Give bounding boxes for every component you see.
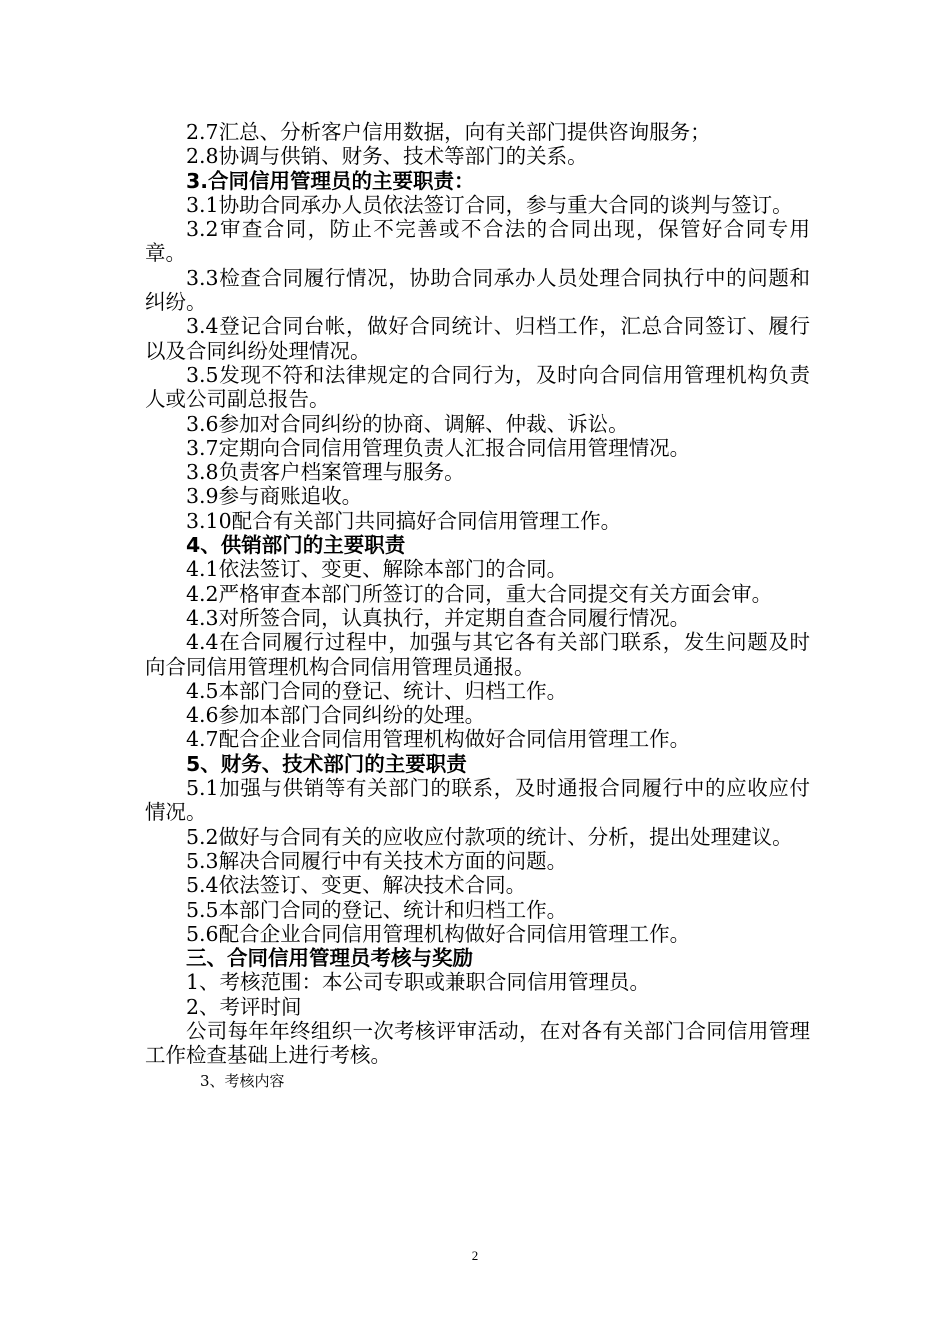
paragraph: 5.1加强与供销等有关部门的联系，及时通报合同履行中的应收应付情况。 (145, 776, 810, 825)
paragraph: 5.4依法签订、变更、解决技术合同。 (186, 873, 527, 898)
paragraph: 4.6参加本部门合同纠纷的处理。 (186, 703, 486, 728)
paragraph: 4.4在合同履行过程中，加强与其它各有关部门联系，发生问题及时向合同信用管理机构合同信用管理员通报。 (145, 630, 810, 679)
paragraph: 5.5本部门合同的登记、统计和归档工作。 (186, 897, 568, 922)
paragraph: 4.1依法签订、变更、解除本部门的合同。 (186, 557, 568, 582)
section-heading: 3.合同信用管理员的主要职责： (186, 168, 475, 193)
paragraph: 5.3解决合同履行中有关技术方面的问题。 (186, 848, 568, 873)
paragraph: 3.9参与商账追收。 (186, 484, 363, 509)
section-heading: 4、供销部门的主要职责 (186, 533, 406, 558)
paragraph: 公司每年年终组织一次考核评审活动，在对各有关部门合同信用管理工作检查基础上进行考核。 (145, 1018, 810, 1068)
paragraph: 1、考核范围：本公司专职或兼职合同信用管理员。 (186, 970, 651, 995)
paragraph: 3.1协助合同承办人员依法签订合同，参与重大合同的谈判与签订。 (186, 192, 793, 217)
page-number: 2 (471, 1248, 479, 1263)
paragraph: 3.5发现不符和法律规定的合同行为，及时向合同信用管理机构负责人或公司副总报告。 (145, 362, 810, 412)
paragraph: 3.8负责客户档案管理与服务。 (186, 460, 465, 485)
paragraph: 3.6参加对合同纠纷的协商、调解、仲裁、诉讼。 (186, 411, 629, 436)
paragraph: 2.7汇总、分析客户信用数据，向有关部门提供咨询服务； (186, 120, 711, 144)
paragraph: 2、考评时间 (186, 994, 302, 1019)
paragraph: 4.3对所签合同，认真执行，并定期自查合同履行情况。 (186, 605, 691, 630)
section-heading: 三、合同信用管理员考核与奖励 (186, 946, 473, 971)
document-body (145, 120, 810, 1092)
paragraph: 4.5本部门合同的登记、统计、归档工作。 (186, 678, 568, 703)
paragraph: 4.7配合企业合同信用管理机构做好合同信用管理工作。 (186, 727, 691, 752)
paragraph: 4.2严格审查本部门所签订的合同，重大合同提交有关方面会审。 (186, 581, 773, 606)
paragraph: 3、考核内容 (200, 1071, 285, 1090)
paragraph: 2.8协调与供销、财务、技术等部门的关系。 (186, 144, 588, 169)
paragraph: 5.6配合企业合同信用管理机构做好合同信用管理工作。 (186, 921, 691, 946)
paragraph: 5.2做好与合同有关的应收应付款项的统计、分析，提出处理建议。 (186, 824, 793, 849)
paragraph: 3.10配合有关部门共同搞好合同信用管理工作。 (186, 508, 622, 533)
paragraph: 3.4登记合同台帐，做好合同统计、归档工作，汇总合同签订、履行以及合同纠纷处理情况。 (145, 314, 810, 363)
paragraph: 3.2审查合同，防止不完善或不合法的合同出现，保管好合同专用章。 (145, 217, 810, 266)
section-heading: 5、财务、技术部门的主要职责 (186, 751, 467, 776)
paragraph: 3.7定期向合同信用管理负责人汇报合同信用管理情况。 (186, 435, 691, 460)
paragraph: 3.3检查合同履行情况，协助合同承办人员处理合同执行中的问题和纠纷。 (145, 265, 810, 315)
